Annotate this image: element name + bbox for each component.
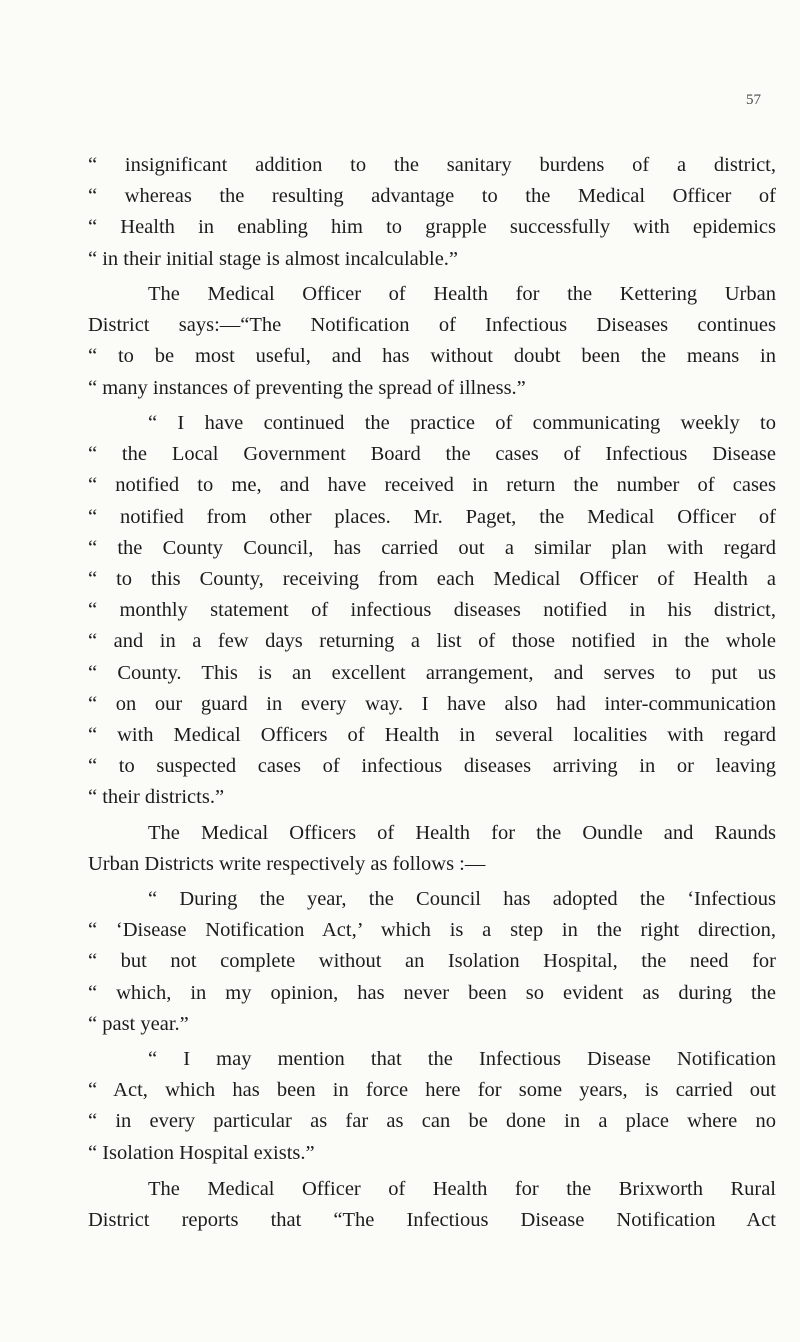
text-line: “ their districts.” xyxy=(88,786,225,809)
text-line: “ monthly statement of infectious diseases notified in his district, xyxy=(88,599,776,622)
text-line: The Medical Officer of Health for the Kettering Urban xyxy=(148,283,776,305)
text-line: “ Health in enabling him to grapple successfully with epidemics xyxy=(88,216,776,239)
text-line: “ ‘Disease Notification Act,’ which is a step in the right direction, xyxy=(88,919,776,942)
paragraph-2 xyxy=(88,279,776,404)
text-line: “ in every particular as far as can be done in a place where no xyxy=(88,1110,776,1133)
text-line: “ in their initial stage is almost incalculable.” xyxy=(88,247,459,270)
text-line: “ to suspected cases of infectious diseases arriving in or leaving xyxy=(88,755,776,778)
text-line: “ many instances of preventing the spread of illness.” xyxy=(88,376,526,399)
text-line: “ Isolation Hospital exists.” xyxy=(88,1141,315,1164)
text-line: The Medical Officers of Health for the Oundle and Raunds xyxy=(148,822,776,844)
text-line: “ notified to me, and have received in return the number of cases xyxy=(88,474,776,497)
paragraph-1 xyxy=(88,150,776,275)
text-line: “ notified from other places. Mr. Paget, the Medical Officer of xyxy=(88,505,776,528)
text-line: “ which, in my opinion, has never been so evident as during the xyxy=(88,981,776,1004)
page-number: 57 xyxy=(746,92,761,108)
text-line: Urban Districts write respectively as follows :— xyxy=(88,853,486,876)
paragraph-7 xyxy=(88,1174,776,1236)
text-line: “ the County Council, has carried out a similar plan with regard xyxy=(88,536,776,559)
text-line: “ During the year, the Council has adopted the ‘Infectious xyxy=(148,888,776,910)
text-line: “ and in a few days returning a list of those notified in the whole xyxy=(88,630,776,653)
paragraph-3 xyxy=(88,408,776,813)
text-line: The Medical Officer of Health for the Brixworth Rural xyxy=(148,1178,776,1200)
text-line: “ insignificant addition to the sanitary burdens of a district, xyxy=(88,154,776,176)
text-line: “ to this County, receiving from each Medical Officer of Health a xyxy=(88,567,776,590)
text-line: “ to be most useful, and has without doubt been the means in xyxy=(88,345,776,368)
text-line: “ I have continued the practice of communicating weekly to xyxy=(148,412,776,434)
text-line: District says:—“The Notification of Infectious Diseases continues xyxy=(88,314,776,337)
text-line: “ Act, which has been in force here for some years, is carried out xyxy=(88,1079,776,1102)
text-line: “ with Medical Officers of Health in several localities with regard xyxy=(88,723,776,746)
text-line: “ but not complete without an Isolation Hospital, the need for xyxy=(88,950,776,973)
text-line: District reports that “The Infectious Disease Notification Act xyxy=(88,1209,776,1232)
paragraph-5 xyxy=(88,884,776,1040)
paragraph-4 xyxy=(88,818,776,880)
paragraph-6 xyxy=(88,1044,776,1169)
text-line: “ past year.” xyxy=(88,1012,189,1035)
text-line: “ on our guard in every way. I have also had inter-communication xyxy=(88,692,776,715)
text-line: “ the Local Government Board the cases of Infectious Disease xyxy=(88,443,776,466)
text-line: “ whereas the resulting advantage to the Medical Officer of xyxy=(88,185,776,208)
text-line: “ County. This is an excellent arrangement, and serves to put us xyxy=(88,661,776,684)
text-line: “ I may mention that the Infectious Disease Notification xyxy=(148,1048,776,1070)
